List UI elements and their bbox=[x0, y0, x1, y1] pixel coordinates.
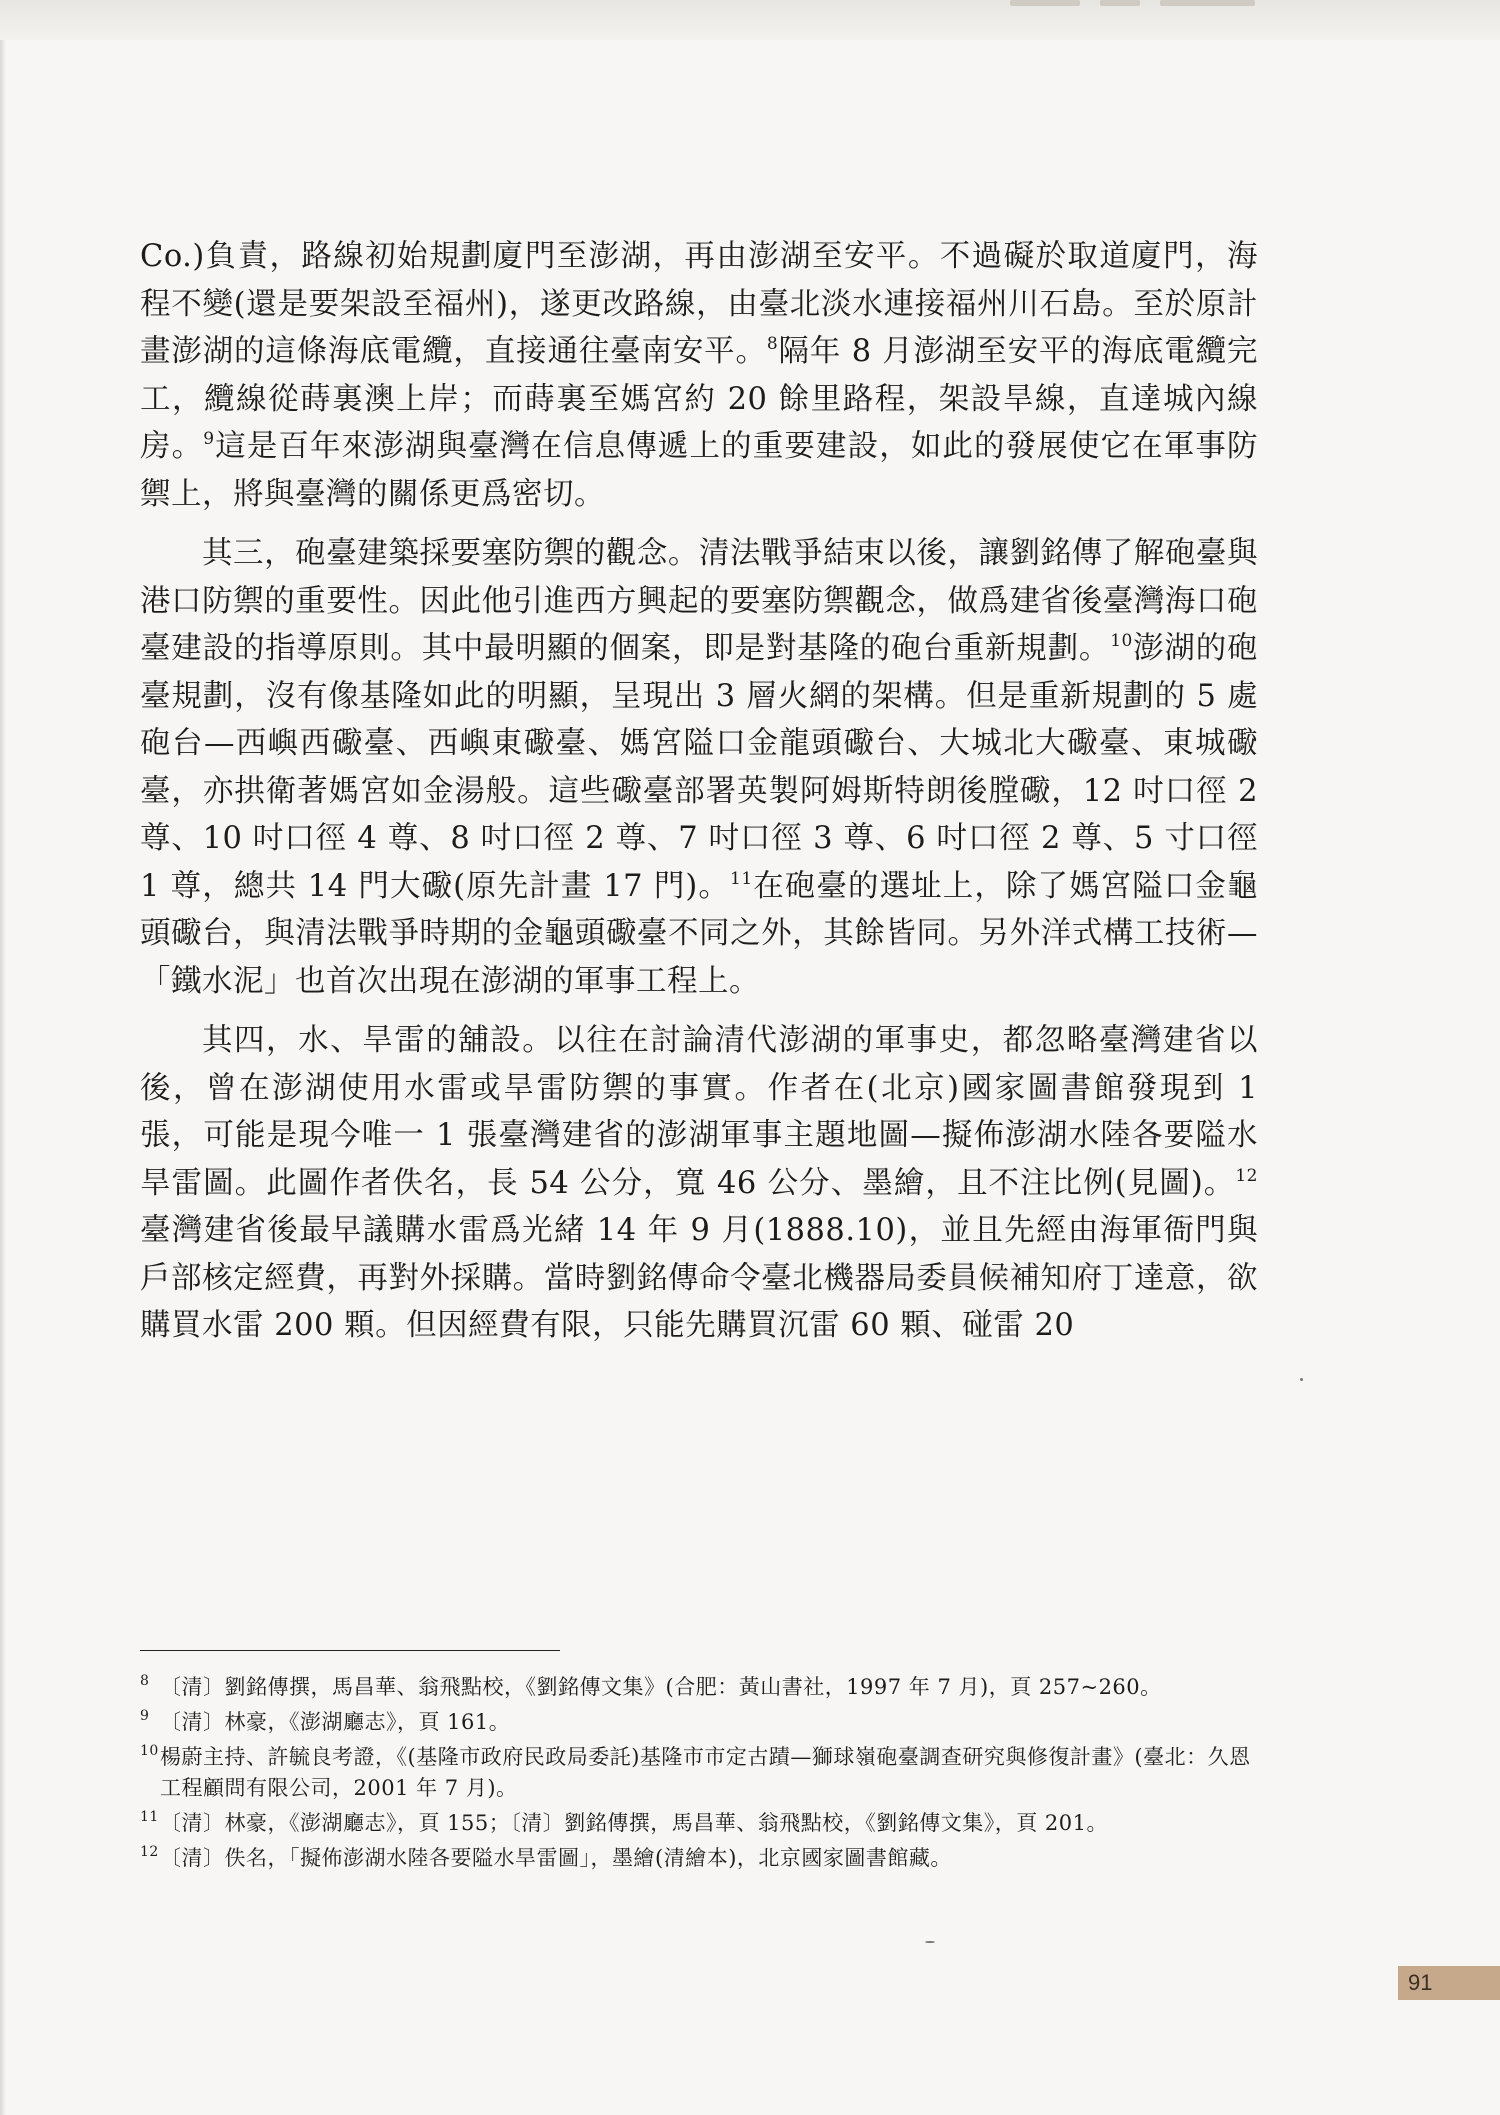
paragraph-p2 bbox=[140, 530, 1258, 1005]
footnote-text: 〔清〕林豪，《澎湖廳志》，頁 161。 bbox=[160, 1710, 511, 1734]
page-edge-shadow bbox=[0, 40, 6, 2115]
text-segment: 這是百年來澎湖與臺灣在信息傳遞上的重要建設，如此的發展使它在軍事防禦上，將與臺灣的關係更爲密切。 bbox=[140, 429, 1259, 512]
text-segment: 臺灣建省後最早議購水雷爲光緒 14 年 9 月(1888.10)，並且先經由海軍衙門與戶部核定經費，再對外採購。當時劉銘傳命令臺北機器局委員候補知府丁達意，欲購買水雷 200 顆。但因經費有限，只能先購買沉雷 60 顆、碰雷 20 bbox=[140, 1213, 1258, 1343]
footnote-ref-12: 12 bbox=[1235, 1165, 1258, 1186]
footnote-12 bbox=[140, 1843, 1258, 1874]
footnote-separator bbox=[140, 1650, 560, 1651]
scan-top-band bbox=[0, 0, 1500, 40]
footnote-number: 8 bbox=[140, 1673, 150, 1689]
text-segment: 其三，砲臺建築採要塞防禦的觀念。清法戰爭結束以後，讓劉銘傳了解砲臺與港口防禦的重要性。因此他引進西方興起的要塞防禦觀念，做爲建省後臺灣海口砲臺建設的指導原則。其中最明顯的個案，即是對基隆的砲台重新規劃。 bbox=[140, 536, 1258, 666]
footnote-11 bbox=[140, 1808, 1258, 1839]
footnote-text: 楊蔚主持、許毓良考證，《(基隆市政府民政局委託)基隆市市定古蹟—獅球嶺砲臺調查研究與修復計畫》(臺北：久恩工程顧問有限公司，2001 年 7 月)。 bbox=[160, 1745, 1251, 1800]
footnote-number: 11 bbox=[140, 1809, 159, 1825]
page-number: 91 bbox=[1398, 1966, 1500, 2000]
footnote-text: 〔清〕佚名，「擬佈澎湖水陸各要隘水旱雷圖」，墨繪(清繪本)，北京國家圖書館藏。 bbox=[160, 1846, 952, 1870]
scan-speck bbox=[925, 1941, 935, 1943]
text-segment: 在砲臺的選址上，除了媽宮隘口金龜頭礮台，與清法戰爭時期的金龜頭礮臺不同之外，其餘皆同。另外洋式構工技術—「鐵水泥」也首次出現在澎湖的軍事工程上。 bbox=[140, 868, 1258, 999]
header-marks bbox=[1010, 0, 1260, 8]
footnote-ref-10: 10 bbox=[1110, 631, 1133, 651]
text-segment: 澎湖的砲臺規劃，沒有像基隆如此的明顯，呈現出 3 層火網的架構。但是重新規劃的 5 處砲台—西嶼西礮臺、西嶼東礮臺、媽宮隘口金龍頭礮台、大城北大礮臺、東城礮臺，亦拱衛著媽宮如金湯般。這些礮臺部署英製阿姆斯特朗後膛礮，12 吋口徑 2 尊、10 吋口徑 4 尊、8 吋口徑 2 尊、7 吋口徑 3 尊、6 吋口徑 2 尊、5 寸口徑 1 尊，總共 14 門大礮(原先計畫 17 門)。 bbox=[140, 631, 1259, 904]
footnote-ref-11: 11 bbox=[730, 868, 753, 889]
footnote-number: 9 bbox=[140, 1708, 150, 1724]
footnote-8 bbox=[140, 1672, 1258, 1703]
footnote-10 bbox=[140, 1742, 1258, 1804]
text-segment: 隔年 8 月澎湖至安平的海底電纜完工，纜線從蒔裏澳上岸；而蒔裏至媽宮約 20 餘里路程，架設旱線，直達城內線房。 bbox=[140, 334, 1258, 464]
text-segment: Co.)負責，路線初始規劃廈門至澎湖，再由澎湖至安平。不過礙於取道廈門，海程不變(還是要架設至福州)，遂更改路線，由臺北淡水連接福州川石島。至於原計畫澎湖的這條海底電纜，直接通往臺南安平。 bbox=[140, 239, 1258, 369]
paragraph-p3 bbox=[140, 1017, 1258, 1350]
footnote-ref-8: 8 bbox=[766, 334, 779, 354]
footnote-text: 〔清〕劉銘傳撰，馬昌華、翁飛點校，《劉銘傳文集》(合肥：黃山書社，1997 年 7 月)，頁 257~260。 bbox=[160, 1675, 1162, 1699]
footnote-number: 10 bbox=[140, 1743, 159, 1759]
footnote-text: 〔清〕林豪，《澎湖廳志》，頁 155；〔清〕劉銘傳撰，馬昌華、翁飛點校，《劉銘傳文集》，頁 201。 bbox=[160, 1811, 1109, 1835]
footnotes bbox=[140, 1672, 1258, 1878]
scan-speck bbox=[1300, 1378, 1303, 1381]
main-text bbox=[140, 233, 1258, 1362]
footnote-ref-9: 9 bbox=[203, 429, 215, 449]
text-segment: 其四，水、旱雷的舖設。以往在討論清代澎湖的軍事史，都忽略臺灣建省以後，曾在澎湖使用水雷或旱雷防禦的事實。作者在(北京)國家圖書館發現到 1 張，可能是現今唯一 1 張臺灣建省的澎湖軍事主題地圖—擬佈澎湖水陸各要隘水旱雷圖。此圖作者佚名，長 54 公分，寬 46 公分、墨繪，且不注比例(見圖)。 bbox=[140, 1023, 1258, 1201]
paragraph-p1 bbox=[140, 233, 1258, 518]
footnote-number: 12 bbox=[140, 1844, 159, 1860]
footnote-9 bbox=[140, 1707, 1258, 1738]
